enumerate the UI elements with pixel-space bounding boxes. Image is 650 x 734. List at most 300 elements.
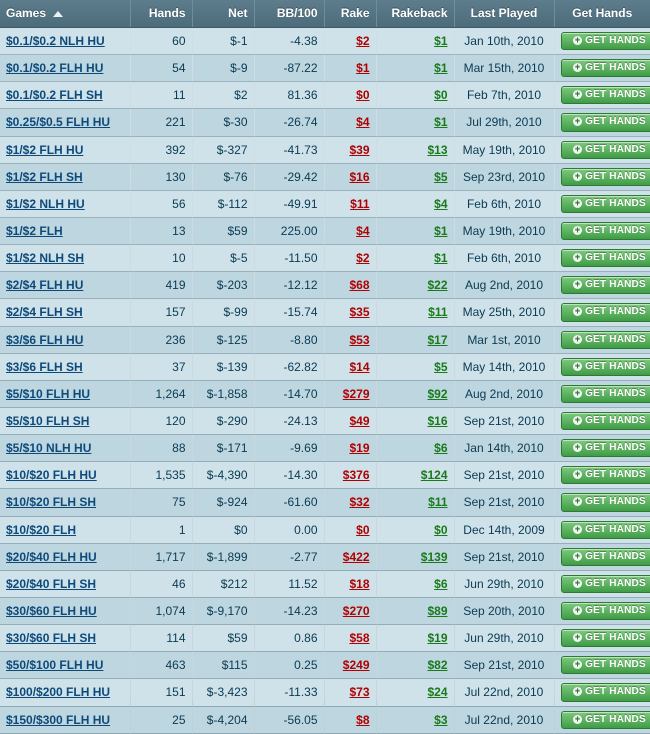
cell-game: [0, 136, 130, 163]
rake-link[interactable]: $4: [356, 224, 369, 238]
game-link[interactable]: $0.1/$0.2 FLH HU: [6, 61, 103, 75]
cell-rakeback: [376, 706, 454, 733]
rake-link[interactable]: $49: [349, 414, 369, 428]
cell-rake: [324, 625, 376, 652]
rake-link[interactable]: $0: [356, 523, 369, 537]
get-hands-button-label: GET HANDS: [585, 171, 646, 182]
cell-hands: 56: [130, 190, 192, 217]
cell-game: [0, 462, 130, 489]
rakeback-link[interactable]: $19: [427, 631, 447, 645]
cell-get-hands: [554, 516, 650, 543]
cell-hands: 25: [130, 706, 192, 733]
game-link[interactable]: $2/$4 FLH SH: [6, 305, 83, 319]
rakeback-link[interactable]: $16: [427, 414, 447, 428]
cell-net: $-139: [192, 353, 254, 380]
cell-net: $-924: [192, 489, 254, 516]
cell-bb100: -2.77: [254, 543, 324, 570]
plus-circle-icon: +: [573, 660, 582, 669]
cell-rakeback: [376, 109, 454, 136]
rakeback-link[interactable]: $17: [427, 333, 447, 347]
cell-game: [0, 353, 130, 380]
plus-circle-icon: +: [573, 633, 582, 642]
cell-bb100: -11.33: [254, 679, 324, 706]
rakeback-link[interactable]: $13: [427, 143, 447, 157]
cell-hands: 1,264: [130, 380, 192, 407]
cell-last-played: Jul 22nd, 2010: [454, 706, 554, 733]
cell-rake: [324, 462, 376, 489]
table-row: [0, 299, 650, 326]
game-link[interactable]: $30/$60 FLH HU: [6, 604, 97, 618]
get-hands-button-label: GET HANDS: [585, 306, 646, 317]
cell-get-hands: [554, 82, 650, 109]
rakeback-link[interactable]: $22: [427, 278, 447, 292]
get-hands-button[interactable]: [561, 113, 650, 131]
cell-bb100: -14.30: [254, 462, 324, 489]
rakeback-link[interactable]: $5: [434, 360, 447, 374]
get-hands-button[interactable]: [561, 466, 650, 484]
rake-link[interactable]: $2: [356, 251, 369, 265]
rake-link[interactable]: $39: [349, 143, 369, 157]
cell-hands: 392: [130, 136, 192, 163]
cell-rake: [324, 597, 376, 624]
cell-bb100: -9.69: [254, 435, 324, 462]
game-link[interactable]: $30/$60 FLH SH: [6, 631, 96, 645]
cell-hands: 46: [130, 570, 192, 597]
game-link[interactable]: $20/$40 FLH SH: [6, 577, 96, 591]
cell-last-played: Mar 1st, 2010: [454, 326, 554, 353]
get-hands-button[interactable]: [561, 141, 650, 159]
rake-link[interactable]: $35: [349, 305, 369, 319]
rakeback-link[interactable]: $82: [427, 658, 447, 672]
rakeback-link[interactable]: $139: [421, 550, 448, 564]
column-header-last-played[interactable]: Last Played: [454, 0, 554, 28]
cell-rakeback: [376, 543, 454, 570]
rake-link[interactable]: $16: [349, 170, 369, 184]
table-row: [0, 543, 650, 570]
game-link[interactable]: $1/$2 FLH HU: [6, 143, 83, 157]
cell-bb100: -61.60: [254, 489, 324, 516]
cell-hands: 419: [130, 272, 192, 299]
cell-rakeback: [376, 190, 454, 217]
cell-rake: [324, 272, 376, 299]
table-row: [0, 245, 650, 272]
plus-circle-icon: +: [573, 226, 582, 235]
table-row: [0, 190, 650, 217]
rake-link[interactable]: $249: [343, 658, 370, 672]
rake-link[interactable]: $11: [350, 197, 369, 211]
get-hands-button[interactable]: [561, 548, 650, 566]
cell-hands: 221: [130, 109, 192, 136]
rake-link[interactable]: $8: [356, 713, 369, 727]
cell-rakeback: [376, 299, 454, 326]
cell-get-hands: [554, 380, 650, 407]
cell-bb100: 0.25: [254, 652, 324, 679]
game-link[interactable]: $0.1/$0.2 FLH SH: [6, 88, 103, 102]
get-hands-button-label: GET HANDS: [585, 225, 646, 236]
cell-bb100: -56.05: [254, 706, 324, 733]
rakeback-link[interactable]: $0: [434, 523, 447, 537]
rakeback-link[interactable]: $1: [434, 61, 447, 75]
cell-rakeback: [376, 679, 454, 706]
game-link[interactable]: $150/$300 FLH HU: [6, 713, 110, 727]
cell-game: [0, 217, 130, 244]
cell-rakeback: [376, 326, 454, 353]
plus-circle-icon: +: [573, 253, 582, 262]
rakeback-link[interactable]: $4: [434, 197, 447, 211]
rake-link[interactable]: $18: [349, 577, 369, 591]
cell-game: [0, 706, 130, 733]
rakeback-link[interactable]: $5: [434, 170, 447, 184]
column-header-get-hands: Get Hands: [554, 0, 650, 28]
cell-rake: [324, 570, 376, 597]
cell-last-played: May 19th, 2010: [454, 136, 554, 163]
table-row: [0, 163, 650, 190]
get-hands-button[interactable]: [561, 412, 650, 430]
get-hands-button[interactable]: [561, 222, 650, 240]
rakeback-link[interactable]: $11: [428, 495, 447, 509]
table-row: [0, 652, 650, 679]
cell-rakeback: [376, 245, 454, 272]
game-link[interactable]: $1/$2 NLH SH: [6, 251, 84, 265]
cell-get-hands: [554, 543, 650, 570]
game-link[interactable]: $10/$20 FLH SH: [6, 495, 96, 509]
rakeback-link[interactable]: $6: [434, 577, 447, 591]
rakeback-link[interactable]: $1: [434, 34, 447, 48]
cell-bb100: 0.86: [254, 625, 324, 652]
game-link[interactable]: $10/$20 FLH: [6, 523, 76, 537]
get-hands-button-label: GET HANDS: [585, 116, 646, 127]
cell-game: [0, 163, 130, 190]
table-row: [0, 679, 650, 706]
get-hands-button-label: GET HANDS: [585, 35, 646, 46]
cell-rakeback: [376, 489, 454, 516]
cell-rake: [324, 299, 376, 326]
game-link[interactable]: $20/$40 FLH HU: [6, 550, 97, 564]
get-hands-button[interactable]: [561, 575, 650, 593]
get-hands-button[interactable]: [561, 656, 650, 674]
get-hands-button[interactable]: [561, 358, 650, 376]
rake-link[interactable]: $14: [349, 360, 369, 374]
plus-circle-icon: +: [573, 470, 582, 479]
plus-circle-icon: +: [573, 389, 582, 398]
cell-hands: 75: [130, 489, 192, 516]
table-row: [0, 82, 650, 109]
cell-hands: 1,535: [130, 462, 192, 489]
cell-get-hands: [554, 462, 650, 489]
cell-net: $-125: [192, 326, 254, 353]
cell-rake: [324, 55, 376, 82]
cell-game: [0, 679, 130, 706]
cell-net: $-30: [192, 109, 254, 136]
cell-last-played: Aug 2nd, 2010: [454, 380, 554, 407]
rake-link[interactable]: $422: [343, 550, 370, 564]
cell-hands: 88: [130, 435, 192, 462]
cell-game: [0, 28, 130, 55]
rakeback-link[interactable]: $1: [434, 115, 447, 129]
rake-link[interactable]: $19: [349, 441, 369, 455]
get-hands-button[interactable]: [561, 385, 650, 403]
column-header-rakeback[interactable]: Rakeback: [376, 0, 454, 28]
rakeback-link[interactable]: $3: [434, 713, 447, 727]
cell-hands: 151: [130, 679, 192, 706]
table-header: [0, 0, 650, 28]
get-hands-button[interactable]: [561, 32, 650, 50]
game-link[interactable]: $10/$20 FLH HU: [6, 468, 97, 482]
plus-circle-icon: +: [573, 443, 582, 452]
get-hands-button-label: GET HANDS: [585, 334, 646, 345]
cell-bb100: 11.52: [254, 570, 324, 597]
table-row: [0, 597, 650, 624]
cell-net: $-1: [192, 28, 254, 55]
rake-link[interactable]: $1: [356, 61, 369, 75]
get-hands-button[interactable]: [561, 602, 650, 620]
game-link[interactable]: $2/$4 FLH HU: [6, 278, 83, 292]
cell-get-hands: [554, 217, 650, 244]
table-row: [0, 380, 650, 407]
cell-bb100: -14.23: [254, 597, 324, 624]
cell-get-hands: [554, 136, 650, 163]
game-link[interactable]: $100/$200 FLH HU: [6, 685, 110, 699]
cell-last-played: Jul 29th, 2010: [454, 109, 554, 136]
cell-get-hands: [554, 489, 650, 516]
cell-net: $-5: [192, 245, 254, 272]
cell-net: $59: [192, 625, 254, 652]
get-hands-button[interactable]: [561, 86, 650, 104]
table-row: [0, 136, 650, 163]
cell-net: $-4,204: [192, 706, 254, 733]
column-header-bb100[interactable]: BB/100: [254, 0, 324, 28]
cell-net: $-1,858: [192, 380, 254, 407]
cell-get-hands: [554, 299, 650, 326]
cell-last-played: Feb 7th, 2010: [454, 82, 554, 109]
cell-rake: [324, 489, 376, 516]
game-link[interactable]: $3/$6 FLH SH: [6, 360, 83, 374]
rakeback-link[interactable]: $1: [434, 251, 447, 265]
game-link[interactable]: $50/$100 FLH HU: [6, 658, 103, 672]
cell-net: $-171: [192, 435, 254, 462]
cell-rakeback: [376, 353, 454, 380]
table-row: [0, 55, 650, 82]
cell-rakeback: [376, 55, 454, 82]
cell-get-hands: [554, 353, 650, 380]
cell-last-played: May 19th, 2010: [454, 217, 554, 244]
cell-hands: 114: [130, 625, 192, 652]
rake-link[interactable]: $270: [343, 604, 370, 618]
game-link[interactable]: $0.25/$0.5 FLH HU: [6, 115, 110, 129]
plus-circle-icon: +: [573, 36, 582, 45]
get-hands-button-label: GET HANDS: [585, 524, 646, 535]
plus-circle-icon: +: [573, 307, 582, 316]
cell-bb100: 225.00: [254, 217, 324, 244]
table-row: [0, 489, 650, 516]
cell-net: $115: [192, 652, 254, 679]
cell-hands: 1,717: [130, 543, 192, 570]
rake-link[interactable]: $0: [356, 88, 369, 102]
get-hands-button[interactable]: [561, 439, 650, 457]
rake-link[interactable]: $68: [349, 278, 369, 292]
rakeback-link[interactable]: $1: [434, 224, 447, 238]
rake-link[interactable]: $279: [343, 387, 370, 401]
cell-rakeback: [376, 652, 454, 679]
cell-game: [0, 625, 130, 652]
cell-game: [0, 407, 130, 434]
game-link[interactable]: $1/$2 NLH HU: [6, 197, 85, 211]
cell-game: [0, 55, 130, 82]
cell-last-played: Jul 22nd, 2010: [454, 679, 554, 706]
table-row: [0, 706, 650, 733]
cell-game: [0, 109, 130, 136]
rake-link[interactable]: $2: [356, 34, 369, 48]
cell-last-played: Sep 21st, 2010: [454, 407, 554, 434]
cell-get-hands: [554, 245, 650, 272]
plus-circle-icon: +: [573, 63, 582, 72]
column-header-hands[interactable]: Hands: [130, 0, 192, 28]
cell-get-hands: [554, 109, 650, 136]
rake-link[interactable]: $4: [356, 115, 369, 129]
get-hands-button-label: GET HANDS: [585, 632, 646, 643]
plus-circle-icon: +: [573, 145, 582, 154]
cell-rake: [324, 652, 376, 679]
cell-get-hands: [554, 625, 650, 652]
game-link[interactable]: $0.1/$0.2 NLH HU: [6, 34, 105, 48]
table-row: [0, 28, 650, 55]
get-hands-button-label: GET HANDS: [585, 415, 646, 426]
rake-link[interactable]: $53: [349, 333, 369, 347]
get-hands-button[interactable]: [561, 493, 650, 511]
get-hands-button[interactable]: [561, 59, 650, 77]
cell-net: $-203: [192, 272, 254, 299]
table-row: [0, 435, 650, 462]
plus-circle-icon: +: [573, 497, 582, 506]
cell-get-hands: [554, 435, 650, 462]
game-link[interactable]: $3/$6 FLH HU: [6, 333, 83, 347]
cell-rake: [324, 109, 376, 136]
cell-hands: 11: [130, 82, 192, 109]
cell-rake: [324, 82, 376, 109]
rake-link[interactable]: $376: [343, 468, 370, 482]
get-hands-button[interactable]: [561, 303, 650, 321]
cell-last-played: May 14th, 2010: [454, 353, 554, 380]
get-hands-button-label: GET HANDS: [585, 469, 646, 480]
get-hands-button-label: GET HANDS: [585, 578, 646, 589]
table-row: [0, 109, 650, 136]
cell-bb100: -8.80: [254, 326, 324, 353]
cell-get-hands: [554, 652, 650, 679]
cell-get-hands: [554, 679, 650, 706]
cell-net: $-3,423: [192, 679, 254, 706]
cell-game: [0, 82, 130, 109]
cell-game: [0, 597, 130, 624]
cell-get-hands: [554, 706, 650, 733]
cell-game: [0, 652, 130, 679]
rake-link[interactable]: $73: [349, 685, 369, 699]
get-hands-button[interactable]: [561, 683, 650, 701]
rakeback-link[interactable]: $92: [427, 387, 447, 401]
cell-game: [0, 190, 130, 217]
cell-hands: 1: [130, 516, 192, 543]
cell-rake: [324, 136, 376, 163]
column-header-games[interactable]: [0, 0, 130, 28]
cell-net: $-4,390: [192, 462, 254, 489]
cell-rakeback: [376, 407, 454, 434]
cell-bb100: -62.82: [254, 353, 324, 380]
rakeback-link[interactable]: $24: [427, 685, 447, 699]
get-hands-button-label: GET HANDS: [585, 659, 646, 670]
game-link[interactable]: $5/$10 NLH HU: [6, 441, 91, 455]
plus-circle-icon: +: [573, 715, 582, 724]
get-hands-button[interactable]: [561, 249, 650, 267]
cell-last-played: Sep 21st, 2010: [454, 489, 554, 516]
cell-last-played: May 25th, 2010: [454, 299, 554, 326]
cell-bb100: -24.13: [254, 407, 324, 434]
plus-circle-icon: +: [573, 525, 582, 534]
cell-last-played: Mar 15th, 2010: [454, 55, 554, 82]
table-row: [0, 516, 650, 543]
cell-hands: 10: [130, 245, 192, 272]
cell-rake: [324, 353, 376, 380]
header-row: [0, 0, 650, 28]
cell-get-hands: [554, 597, 650, 624]
game-link[interactable]: $1/$2 FLH: [6, 224, 63, 238]
table-row: [0, 272, 650, 299]
cell-bb100: 81.36: [254, 82, 324, 109]
rakeback-link[interactable]: $11: [428, 305, 447, 319]
cell-hands: 236: [130, 326, 192, 353]
rake-link[interactable]: $58: [349, 631, 369, 645]
get-hands-button[interactable]: [561, 521, 650, 539]
get-hands-button[interactable]: [561, 195, 650, 213]
rakeback-link[interactable]: $89: [427, 604, 447, 618]
cell-game: [0, 516, 130, 543]
cell-game: [0, 299, 130, 326]
cell-last-played: Feb 6th, 2010: [454, 190, 554, 217]
cell-bb100: -49.91: [254, 190, 324, 217]
game-link[interactable]: $1/$2 FLH SH: [6, 170, 83, 184]
get-hands-button[interactable]: [561, 629, 650, 647]
get-hands-button[interactable]: [561, 331, 650, 349]
plus-circle-icon: +: [573, 606, 582, 615]
table-row: [0, 407, 650, 434]
cell-rake: [324, 380, 376, 407]
column-header-rake[interactable]: Rake: [324, 0, 376, 28]
cell-rake: [324, 217, 376, 244]
rake-link[interactable]: $32: [349, 495, 369, 509]
cell-game: [0, 272, 130, 299]
rakeback-link[interactable]: $6: [434, 441, 447, 455]
get-hands-button[interactable]: [561, 276, 650, 294]
rakeback-link[interactable]: $0: [434, 88, 447, 102]
cell-net: $212: [192, 570, 254, 597]
table-row: [0, 462, 650, 489]
cell-last-played: Feb 6th, 2010: [454, 245, 554, 272]
cell-hands: 13: [130, 217, 192, 244]
cell-rake: [324, 28, 376, 55]
cell-rakeback: [376, 597, 454, 624]
column-header-net[interactable]: Net: [192, 0, 254, 28]
game-link[interactable]: $5/$10 FLH SH: [6, 414, 89, 428]
cell-hands: 54: [130, 55, 192, 82]
get-hands-button[interactable]: [561, 711, 650, 729]
rakeback-link[interactable]: $124: [421, 468, 448, 482]
get-hands-button-label: GET HANDS: [585, 198, 646, 209]
game-link[interactable]: $5/$10 FLH HU: [6, 387, 90, 401]
cell-rakeback: [376, 380, 454, 407]
get-hands-button[interactable]: [561, 168, 650, 186]
table-row: [0, 353, 650, 380]
cell-bb100: 0.00: [254, 516, 324, 543]
cell-net: $0: [192, 516, 254, 543]
cell-rake: [324, 190, 376, 217]
